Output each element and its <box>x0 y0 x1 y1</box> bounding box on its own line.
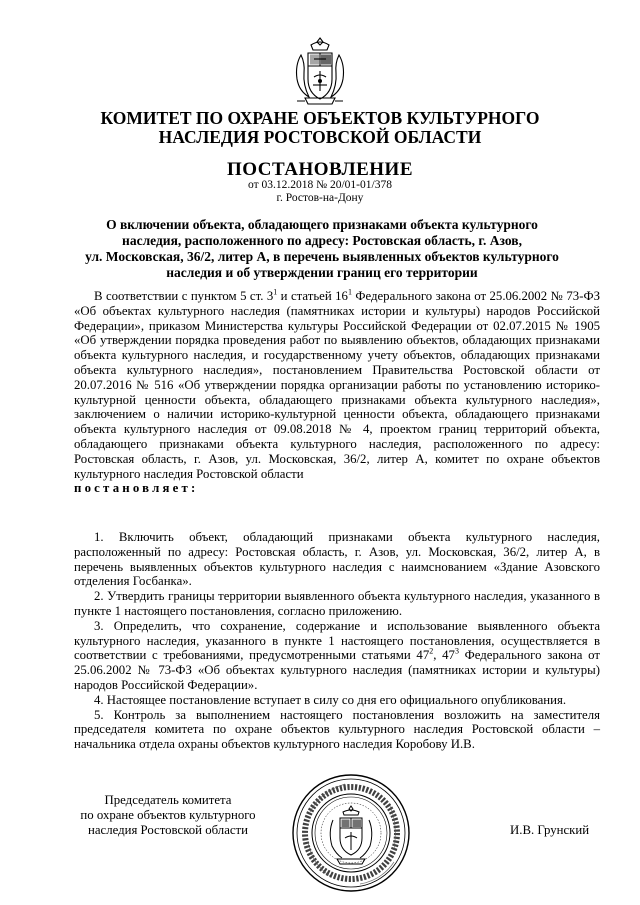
resolution-item-4: 4. Настоящее постановление вступает в силу со дня его официального опубликования. <box>94 692 567 707</box>
document-subject <box>62 217 582 281</box>
document-city: г. Ростов-на-Дону <box>276 192 364 204</box>
item-3-text-1: 3. Определить, что сохранение, содержание и использование выявленного объекта культурного наследия, указанного в пункте 1 настоящего постановления, осуществляется в соответствии с требованиями, предусмотренными статьями 47 <box>74 618 600 663</box>
resolves-word: постановляет: <box>74 481 199 496</box>
resolution-item-3 <box>74 619 600 693</box>
document-meta <box>120 179 520 205</box>
preamble-paragraph <box>74 289 600 481</box>
preamble-sup-1: 1 <box>273 287 278 297</box>
subject-line-2: наследия, расположенного по адресу: Ростовская область, г. Азов, <box>122 233 522 248</box>
signatory-position-line-2: по охране объектов культурного <box>80 808 256 822</box>
signatory-position <box>58 793 278 838</box>
document-type: ПОСТАНОВЛЕНИЕ <box>226 159 414 180</box>
organization-title-line-2: НАСЛЕДИЯ РОСТОВСКОЙ ОБЛАСТИ <box>158 127 482 147</box>
item-3-text-2: Федерального закона от 25.06.2002 № 73-ФЗ «Об объектах культурного наследия (памятниках истории и культуры) народов Российской Федерации». <box>74 648 600 692</box>
signer-name: И.В. Грунский <box>510 823 590 837</box>
item-3-sup-1: 2 <box>429 647 434 657</box>
official-seal-icon <box>290 772 412 894</box>
resolution-item-1: 1. Включить объект, обладающий признаками объекта культурного наследия, расположенный по адресу: Ростовская область, г. Азов, ул. Московская, 36/2, литер А, в перечень выявленных объектов культурного наследия с наимснованием «Здание Азовского отделения Госбанка». <box>74 530 600 589</box>
preamble-text-2: и статьей 16 <box>277 289 348 303</box>
subject-line-1: О включении объекта, обладающего признаками объекта культурного <box>106 217 538 232</box>
preamble-text-1: В соответствии с пунктом 5 ст. 3 <box>94 289 274 303</box>
signatory-position-line-3: наследия Ростовской области <box>87 823 248 837</box>
resolution-item-5: 5. Контроль за выполнением настоящего постановления возложить на заместителя председателя комитета по охране объектов культурного наследия Ростовской области – начальника отдела охраны объектов культурного наследия Коробову И.В. <box>74 707 600 752</box>
item-3-sup-2: 3 <box>454 647 459 657</box>
resolution-items <box>74 530 600 752</box>
subject-line-4: наследия и об утверждении границ его территории <box>166 265 478 280</box>
resolution-item-2: 2. Утвердить границы территории выявленного объекта культурного наследия, указанного в пункте 1 настоящего постановления, согласно приложению. <box>74 589 600 618</box>
preamble-sup-2: 1 <box>347 287 352 297</box>
subject-line-3: ул. Московская, 36/2, литер А, в перечень выявленных объектов культурного <box>85 249 559 264</box>
document-date-number: от 03.12.2018 № 20/01-01/378 <box>248 179 392 191</box>
organization-title-line-1: КОМИТЕТ ПО ОХРАНЕ ОБЪЕКТОВ КУЛЬТУРНОГО <box>100 108 540 128</box>
item-3-text-mid: , 47 <box>433 648 455 663</box>
coat-of-arms-icon <box>287 35 353 109</box>
preamble <box>74 289 600 496</box>
preamble-text-3: Федерального закона от 25.06.2002 № 73-ФЗ «Об объектах культурного наследия (памятниках истории и культуры) народов Российской Федерации», приказом Министерства культуры Российской Федерации от 02.07.2015 № 1905 «Об утверждении порядка проведения работ по выявлению объектов, обладающих признаками объекта культурного наследия, и государственному учету объектов, обладающих признаками объекта культурного наследия», постановлением Правительства Ростовской области от 20.07.2016 № 516 «Об утверждении порядка организации работы по установлению историко-культурной ценности объекта, обладающего признаками объекта культурного наследия», заключением о наличии историко-культурной ценности объекта, обладающего признаками объекта культурного наследия от 09.08.2018 № 4, проектом границ территорий объекта, обладающего признаками объекта культурного наследия, расположенного по адресу: Ростовская область, г. Азов, ул. Московская, 36/2, литер А, комитет по охране объектов культурного наследия Ростовской области <box>74 289 600 481</box>
organization-title <box>60 109 580 147</box>
signatory-position-line-1: Председатель комитета <box>104 793 232 807</box>
